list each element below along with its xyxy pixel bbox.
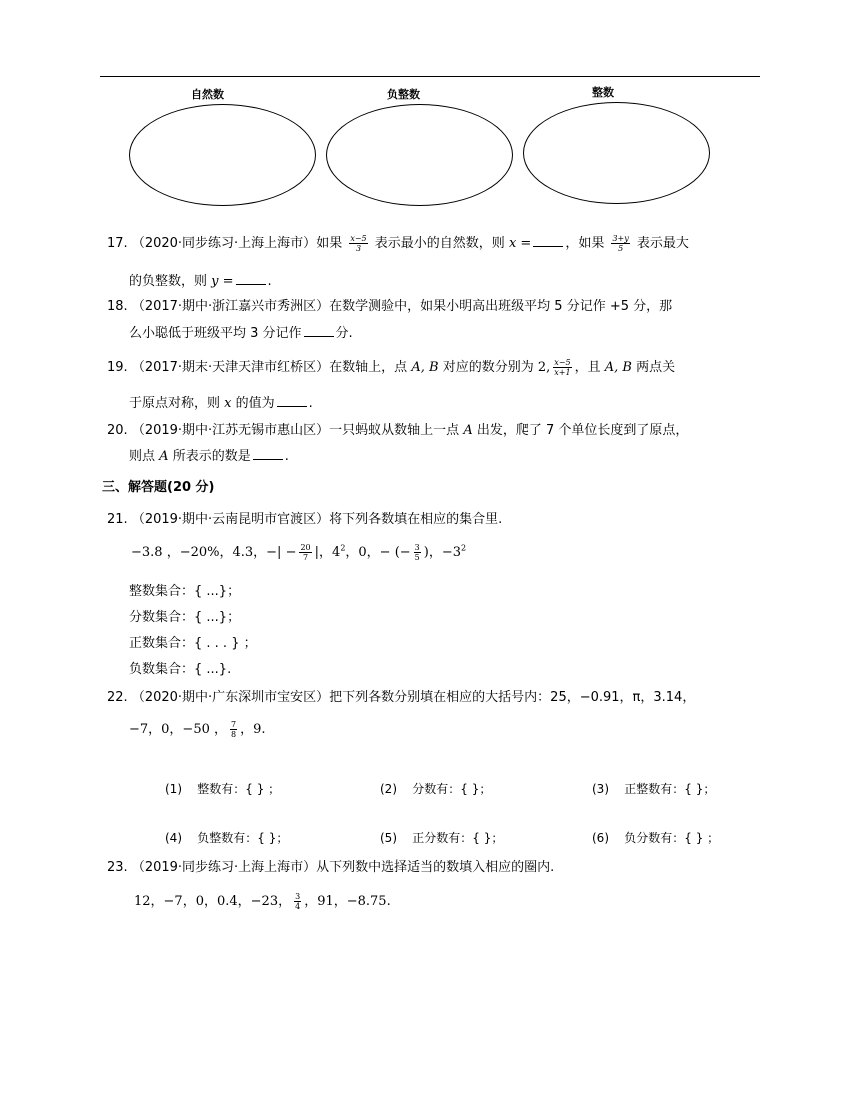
text: （2020·期中·广东深圳市宝安区）把下列各数分别填在相应的大括号内：25，−0.91，π，3.14， <box>131 690 696 705</box>
math-value: |，4 <box>314 545 341 560</box>
superscript: 2 <box>340 543 346 553</box>
q22-item-2: (2) 分数有：{ }； <box>380 782 492 796</box>
question-20-line1 <box>107 419 688 438</box>
question-21-line1 <box>107 508 502 527</box>
text: 的负整数，则 <box>129 274 208 289</box>
question-21-numbers <box>131 541 466 562</box>
text: （2017·期中·浙江嘉兴市秀洲区）在数学测验中，如果小明高出班级平均 5 分记作 +5 分，那 <box>131 299 673 314</box>
math-value: )，−3 <box>423 545 462 560</box>
math-var: A <box>463 423 473 438</box>
math-value: ，91，−8.75. <box>304 894 391 909</box>
text: 则点 <box>129 449 156 464</box>
question-source: （2020·同步练习·上海上海市） <box>131 236 317 251</box>
fraction: $\frac{20}{7}$ <box>300 543 311 562</box>
q22-item-3: (3) 正整数有：{ }； <box>592 782 716 796</box>
text: 么小聪低于班级平均 3 分记作 <box>129 326 302 341</box>
math-value: −7，0，−50 ， <box>129 722 228 737</box>
question-17-line2 <box>129 270 272 289</box>
answer-blank[interactable] <box>253 447 283 460</box>
text: 对应的数分别为 <box>442 360 534 375</box>
text: 如果 <box>316 236 343 251</box>
superscript: 2 <box>461 543 467 553</box>
math-var: x = <box>508 236 532 251</box>
text: . <box>308 396 313 411</box>
text: 出发，爬了 7 个单位长度到了原点， <box>476 423 689 438</box>
fraction: $\frac{x-5}{3}$ <box>350 234 367 253</box>
set-negative: 负数集合：{ ...}. <box>129 662 232 677</box>
text: （2019·期中·云南昆明市官渡区）将下列各数填在相应的集合里. <box>131 512 503 527</box>
answer-blank[interactable] <box>277 394 307 407</box>
text: ，如果 <box>565 236 605 251</box>
set-positive: 正数集合：{ . . . } ； <box>129 636 257 651</box>
q22-item-4: (4) 负整数有：{ }； <box>165 831 289 845</box>
text: （2019·同步练习·上海上海市）从下列数中选择适当的数填入相应的圈内. <box>131 860 555 875</box>
math-var: x <box>224 396 232 411</box>
set-fraction: 分数集合：{ ...}； <box>129 610 241 625</box>
text: 两点关 <box>636 360 676 375</box>
fraction: $\frac{x-5}{x+1}$ <box>554 358 571 377</box>
text: 所表示的数是 <box>172 449 251 464</box>
question-17-line1 <box>107 232 689 253</box>
question-number: 22. <box>107 690 128 705</box>
question-22-line1 <box>107 686 695 705</box>
math-value: ，9. <box>240 722 266 737</box>
q22-item-1: (1) 整数有：{ } ； <box>165 782 281 796</box>
set-integer: 整数集合：{ ...}； <box>129 584 241 599</box>
question-number: 23. <box>107 860 128 875</box>
question-number: 20. <box>107 423 128 438</box>
text: 于原点对称，则 <box>129 396 221 411</box>
fraction: $\frac{3+y}{5}$ <box>612 234 629 253</box>
math-var: A, B <box>604 360 632 375</box>
text: 的值为 <box>235 396 275 411</box>
text: . <box>284 449 289 464</box>
header-rule <box>100 76 760 77</box>
answer-blank[interactable] <box>236 272 266 285</box>
answer-blank[interactable] <box>304 324 334 337</box>
question-22-line2 <box>129 718 266 739</box>
question-number: 17. <box>107 236 128 251</box>
q22-item-6: (6) 负分数有：{ } ； <box>592 831 720 845</box>
question-18-line2 <box>129 322 353 341</box>
question-23-numbers <box>134 890 391 911</box>
oval-negative-integer <box>326 104 513 206</box>
oval-integer <box>523 102 710 204</box>
math-value: ，0，− (− <box>345 545 411 560</box>
math-value: 2, <box>537 360 551 375</box>
math-var: A <box>159 449 169 464</box>
question-18-line1 <box>107 295 672 314</box>
question-19-line1 <box>107 356 675 377</box>
oval-label-negative-integer: 负整数 <box>387 88 420 101</box>
text: 分. <box>335 326 353 341</box>
math-var: y = <box>211 274 234 289</box>
question-number: 18. <box>107 299 128 314</box>
question-23-line1 <box>107 856 554 875</box>
question-20-line2 <box>129 445 289 464</box>
q22-item-5: (5) 正分数有：{ }； <box>380 831 504 845</box>
question-number: 19. <box>107 360 128 375</box>
text: （2017·期末·天津天津市红桥区）在数轴上，点 <box>131 360 408 375</box>
question-number: 21. <box>107 512 128 527</box>
math-value: −3.8 ，−20%，4.3，−| − <box>131 545 297 560</box>
math-var: A, B <box>411 360 439 375</box>
text: . <box>267 274 272 289</box>
text: 表示最大 <box>636 236 689 251</box>
oval-natural <box>129 104 316 206</box>
text: 表示最小的自然数，则 <box>374 236 505 251</box>
oval-label-natural: 自然数 <box>191 88 224 101</box>
question-19-line2 <box>129 392 313 411</box>
text: ，且 <box>574 360 601 375</box>
answer-blank[interactable] <box>533 234 563 247</box>
fraction: $\frac{3}{5}$ <box>414 543 420 562</box>
text: （2019·期中·江苏无锡市惠山区）一只蚂蚁从数轴上一点 <box>131 423 460 438</box>
math-value: 12，−7，0，0.4，−23， <box>134 894 292 909</box>
fraction: $\frac{3}{4}$ <box>295 892 301 911</box>
oval-label-integer: 整数 <box>592 86 614 99</box>
section-heading: 三、解答题(20 分) <box>102 480 215 495</box>
fraction: $\frac{7}{8}$ <box>231 720 237 739</box>
